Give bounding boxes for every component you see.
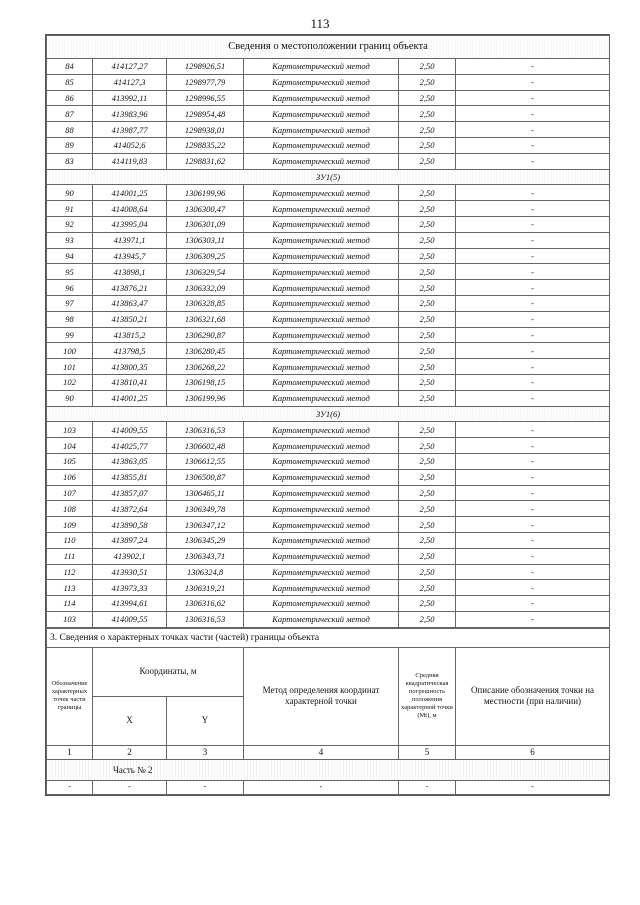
accuracy: 2,50 <box>399 485 456 501</box>
point-id: 98 <box>47 311 93 327</box>
column-number: 3 <box>167 745 244 759</box>
coord-x: 413857,07 <box>93 485 167 501</box>
coord-y: 1298831,62 <box>167 153 244 169</box>
coord-x: 414052,6 <box>93 137 167 153</box>
method: Картометрический метод <box>244 453 399 469</box>
point-id: 88 <box>47 122 93 138</box>
coord-y: 1306500,87 <box>167 469 244 485</box>
col-desc-header: Описание обозначения точки на местности (при наличии) <box>456 647 610 745</box>
empty-cell: - <box>47 780 93 794</box>
description: - <box>456 517 610 533</box>
accuracy: 2,50 <box>399 422 456 438</box>
coord-y: 1306465,11 <box>167 485 244 501</box>
point-id: 112 <box>47 564 93 580</box>
description: - <box>456 311 610 327</box>
method: Картометрический метод <box>244 280 399 296</box>
coord-y: 1306300,47 <box>167 201 244 217</box>
description: - <box>456 232 610 248</box>
table-row <box>47 453 610 469</box>
accuracy: 2,50 <box>399 564 456 580</box>
method: Картометрический метод <box>244 248 399 264</box>
column-number: 6 <box>456 745 610 759</box>
description: - <box>456 106 610 122</box>
accuracy: 2,50 <box>399 280 456 296</box>
method: Картометрический метод <box>244 390 399 406</box>
empty-cell: - <box>456 780 610 794</box>
method: Картометрический метод <box>244 564 399 580</box>
coordinates-table <box>46 35 610 628</box>
accuracy: 2,50 <box>399 106 456 122</box>
coord-y: 1306612,55 <box>167 453 244 469</box>
table-row <box>47 343 610 359</box>
coord-y: 1306349,78 <box>167 501 244 517</box>
point-id: 86 <box>47 90 93 106</box>
coord-x: 414127,27 <box>93 59 167 75</box>
accuracy: 2,50 <box>399 469 456 485</box>
accuracy: 2,50 <box>399 359 456 375</box>
method: Картометрический метод <box>244 106 399 122</box>
coord-x: 414127,3 <box>93 74 167 90</box>
coord-y: 1306329,54 <box>167 264 244 280</box>
table-row <box>47 485 610 501</box>
table-row <box>47 232 610 248</box>
point-id: 104 <box>47 438 93 454</box>
col-point-header: Обозначение характерных точек части границы <box>47 647 93 745</box>
coord-y: 1306343,71 <box>167 548 244 564</box>
coord-x: 414001,25 <box>93 390 167 406</box>
coord-x: 413798,5 <box>93 343 167 359</box>
coord-x: 413890,58 <box>93 517 167 533</box>
coord-x: 413983,96 <box>93 106 167 122</box>
boundary-table-frame <box>45 34 610 796</box>
description: - <box>456 185 610 201</box>
description: - <box>456 137 610 153</box>
table-row <box>47 216 610 232</box>
coord-y: 1298835,22 <box>167 137 244 153</box>
table-row <box>47 327 610 343</box>
coord-x: 413992,11 <box>93 90 167 106</box>
accuracy: 2,50 <box>399 501 456 517</box>
coord-y: 1306198,15 <box>167 374 244 390</box>
coord-y: 1306301,09 <box>167 216 244 232</box>
coord-x: 413945,7 <box>93 248 167 264</box>
table-row <box>47 90 610 106</box>
method: Картометрический метод <box>244 201 399 217</box>
point-id: 87 <box>47 106 93 122</box>
coord-x: 414008,64 <box>93 201 167 217</box>
coord-x: 413971,1 <box>93 232 167 248</box>
col-x-header: X <box>93 696 167 745</box>
coord-y: 1298926,51 <box>167 59 244 75</box>
table-row <box>47 548 610 564</box>
table-row <box>47 359 610 375</box>
empty-cell: - <box>244 780 399 794</box>
accuracy: 2,50 <box>399 153 456 169</box>
method: Картометрический метод <box>244 185 399 201</box>
coord-y: 1298977,79 <box>167 74 244 90</box>
table-row <box>47 295 610 311</box>
column-number: 5 <box>399 745 456 759</box>
accuracy: 2,50 <box>399 59 456 75</box>
table-row <box>47 311 610 327</box>
accuracy: 2,50 <box>399 122 456 138</box>
description: - <box>456 201 610 217</box>
table-row <box>47 501 610 517</box>
accuracy: 2,50 <box>399 311 456 327</box>
point-id: 94 <box>47 248 93 264</box>
section3-title: 3. Сведения о характерных точках части (частей) границы объекта <box>47 628 610 647</box>
page-number: 113 <box>310 16 330 31</box>
coord-y: 1306268,22 <box>167 359 244 375</box>
coord-x: 414009,55 <box>93 422 167 438</box>
method: Картометрический метод <box>244 374 399 390</box>
table-row <box>47 564 610 580</box>
coord-y: 1298954,48 <box>167 106 244 122</box>
method: Картометрический метод <box>244 74 399 90</box>
method: Картометрический метод <box>244 153 399 169</box>
description: - <box>456 596 610 612</box>
accuracy: 2,50 <box>399 532 456 548</box>
method: Картометрический метод <box>244 532 399 548</box>
method: Картометрический метод <box>244 216 399 232</box>
table-row <box>47 59 610 75</box>
point-id: 96 <box>47 280 93 296</box>
coord-x: 413930,51 <box>93 564 167 580</box>
point-id: 92 <box>47 216 93 232</box>
accuracy: 2,50 <box>399 201 456 217</box>
table-row <box>47 74 610 90</box>
method: Картометрический метод <box>244 580 399 596</box>
coord-y: 1306319,21 <box>167 580 244 596</box>
table-row <box>47 469 610 485</box>
part-label: Часть № 2 <box>47 759 610 780</box>
method: Картометрический метод <box>244 90 399 106</box>
accuracy: 2,50 <box>399 248 456 264</box>
accuracy: 2,50 <box>399 438 456 454</box>
coord-x: 413855,81 <box>93 469 167 485</box>
description: - <box>456 453 610 469</box>
point-id: 95 <box>47 264 93 280</box>
point-id: 105 <box>47 453 93 469</box>
accuracy: 2,50 <box>399 517 456 533</box>
accuracy: 2,50 <box>399 185 456 201</box>
point-id: 93 <box>47 232 93 248</box>
description: - <box>456 90 610 106</box>
method: Картометрический метод <box>244 327 399 343</box>
point-id: 102 <box>47 374 93 390</box>
point-id: 110 <box>47 532 93 548</box>
accuracy: 2,50 <box>399 137 456 153</box>
table-row <box>47 422 610 438</box>
coord-x: 413897,24 <box>93 532 167 548</box>
point-id: 91 <box>47 201 93 217</box>
coord-x: 414001,25 <box>93 185 167 201</box>
point-id: 83 <box>47 153 93 169</box>
coord-x: 414119,83 <box>93 153 167 169</box>
coord-y: 1306321,68 <box>167 311 244 327</box>
coord-y: 1306347,12 <box>167 517 244 533</box>
description: - <box>456 548 610 564</box>
coord-y: 1306316,62 <box>167 596 244 612</box>
accuracy: 2,50 <box>399 390 456 406</box>
method: Картометрический метод <box>244 517 399 533</box>
empty-cell: - <box>167 780 244 794</box>
coord-y: 1298938,01 <box>167 122 244 138</box>
description: - <box>456 280 610 296</box>
description: - <box>456 359 610 375</box>
description: - <box>456 153 610 169</box>
description: - <box>456 438 610 454</box>
coord-x: 413815,2 <box>93 327 167 343</box>
method: Картометрический метод <box>244 611 399 627</box>
empty-cell: - <box>399 780 456 794</box>
accuracy: 2,50 <box>399 548 456 564</box>
coord-x: 413898,1 <box>93 264 167 280</box>
accuracy: 2,50 <box>399 611 456 627</box>
table-row <box>47 611 610 627</box>
method: Картометрический метод <box>244 264 399 280</box>
description: - <box>456 580 610 596</box>
point-id: 97 <box>47 295 93 311</box>
coord-y: 1306602,48 <box>167 438 244 454</box>
description: - <box>456 390 610 406</box>
table-row <box>47 517 610 533</box>
method: Картометрический метод <box>244 422 399 438</box>
coord-y: 1298996,55 <box>167 90 244 106</box>
coord-x: 413987,77 <box>93 122 167 138</box>
description: - <box>456 216 610 232</box>
table-row <box>47 438 610 454</box>
point-id: 103 <box>47 611 93 627</box>
point-id: 111 <box>47 548 93 564</box>
table-row <box>47 201 610 217</box>
description: - <box>456 469 610 485</box>
point-id: 109 <box>47 517 93 533</box>
point-id: 100 <box>47 343 93 359</box>
section-title: Сведения о местоположении границ объекта <box>47 36 610 59</box>
accuracy: 2,50 <box>399 74 456 90</box>
point-id: 103 <box>47 422 93 438</box>
method: Картометрический метод <box>244 311 399 327</box>
coord-x: 413994,61 <box>93 596 167 612</box>
table-row <box>47 185 610 201</box>
subsection-title: ЗУ1(6) <box>47 406 610 422</box>
table-row <box>47 280 610 296</box>
coord-y: 1306199,96 <box>167 390 244 406</box>
column-number: 4 <box>244 745 399 759</box>
coord-x: 413973,33 <box>93 580 167 596</box>
table-row <box>47 122 610 138</box>
accuracy: 2,50 <box>399 327 456 343</box>
coord-x: 413850,21 <box>93 311 167 327</box>
method: Картометрический метод <box>244 343 399 359</box>
empty-cell: - <box>93 780 167 794</box>
column-number: 2 <box>93 745 167 759</box>
coord-y: 1306324,8 <box>167 564 244 580</box>
accuracy: 2,50 <box>399 90 456 106</box>
coord-x: 414009,55 <box>93 611 167 627</box>
accuracy: 2,50 <box>399 374 456 390</box>
subsection-title: ЗУ1(5) <box>47 169 610 185</box>
coord-y: 1306303,11 <box>167 232 244 248</box>
method: Картометрический метод <box>244 438 399 454</box>
method: Картометрический метод <box>244 596 399 612</box>
accuracy: 2,50 <box>399 216 456 232</box>
coord-y: 1306345,29 <box>167 532 244 548</box>
coord-y: 1306309,25 <box>167 248 244 264</box>
coord-x: 413902,1 <box>93 548 167 564</box>
accuracy: 2,50 <box>399 264 456 280</box>
col-coords-header: Координаты, м <box>93 647 244 696</box>
point-id: 108 <box>47 501 93 517</box>
point-id: 101 <box>47 359 93 375</box>
column-number: 1 <box>47 745 93 759</box>
point-id: 89 <box>47 137 93 153</box>
method: Картометрический метод <box>244 59 399 75</box>
coord-y: 1306332,09 <box>167 280 244 296</box>
table-row <box>47 153 610 169</box>
coord-x: 413863,47 <box>93 295 167 311</box>
method: Картометрический метод <box>244 137 399 153</box>
method: Картометрический метод <box>244 359 399 375</box>
description: - <box>456 611 610 627</box>
description: - <box>456 327 610 343</box>
accuracy: 2,50 <box>399 596 456 612</box>
point-id: 113 <box>47 580 93 596</box>
coord-x: 413872,64 <box>93 501 167 517</box>
accuracy: 2,50 <box>399 343 456 359</box>
table-row <box>47 580 610 596</box>
point-id: 84 <box>47 59 93 75</box>
method: Картометрический метод <box>244 501 399 517</box>
description: - <box>456 501 610 517</box>
description: - <box>456 343 610 359</box>
description: - <box>456 122 610 138</box>
method: Картометрический метод <box>244 122 399 138</box>
point-id: 99 <box>47 327 93 343</box>
description: - <box>456 374 610 390</box>
table-row <box>47 248 610 264</box>
description: - <box>456 532 610 548</box>
coord-x: 414025,77 <box>93 438 167 454</box>
description: - <box>456 264 610 280</box>
description: - <box>456 248 610 264</box>
col-method-header: Метод определения координат характерной точки <box>244 647 399 745</box>
coord-y: 1306290,87 <box>167 327 244 343</box>
method: Картометрический метод <box>244 548 399 564</box>
table-row <box>47 596 610 612</box>
method: Картометрический метод <box>244 232 399 248</box>
description: - <box>456 295 610 311</box>
coord-x: 413800,35 <box>93 359 167 375</box>
point-id: 90 <box>47 185 93 201</box>
method: Картометрический метод <box>244 485 399 501</box>
coord-y: 1306316,53 <box>167 611 244 627</box>
table-row <box>47 137 610 153</box>
coord-y: 1306280,45 <box>167 343 244 359</box>
table-row <box>47 532 610 548</box>
coord-x: 413995,04 <box>93 216 167 232</box>
coord-y: 1306199,96 <box>167 185 244 201</box>
point-id: 85 <box>47 74 93 90</box>
coord-y: 1306316,53 <box>167 422 244 438</box>
table-row <box>47 264 610 280</box>
method: Картометрический метод <box>244 295 399 311</box>
description: - <box>456 59 610 75</box>
description: - <box>456 564 610 580</box>
description: - <box>456 422 610 438</box>
point-id: 107 <box>47 485 93 501</box>
point-id: 114 <box>47 596 93 612</box>
accuracy: 2,50 <box>399 580 456 596</box>
table-row <box>47 390 610 406</box>
point-id: 90 <box>47 390 93 406</box>
accuracy: 2,50 <box>399 453 456 469</box>
accuracy: 2,50 <box>399 295 456 311</box>
col-accuracy-header: Средняя квадратическая погрешность положения характерной точки (Mt), м <box>399 647 456 745</box>
method: Картометрический метод <box>244 469 399 485</box>
coord-x: 413876,21 <box>93 280 167 296</box>
coord-x: 413810,41 <box>93 374 167 390</box>
table-row <box>47 374 610 390</box>
point-id: 106 <box>47 469 93 485</box>
coord-y: 1306328,85 <box>167 295 244 311</box>
characteristic-points-table <box>46 628 610 795</box>
coord-x: 413863,05 <box>93 453 167 469</box>
col-y-header: Y <box>167 696 244 745</box>
table-row <box>47 106 610 122</box>
description: - <box>456 74 610 90</box>
description: - <box>456 485 610 501</box>
accuracy: 2,50 <box>399 232 456 248</box>
